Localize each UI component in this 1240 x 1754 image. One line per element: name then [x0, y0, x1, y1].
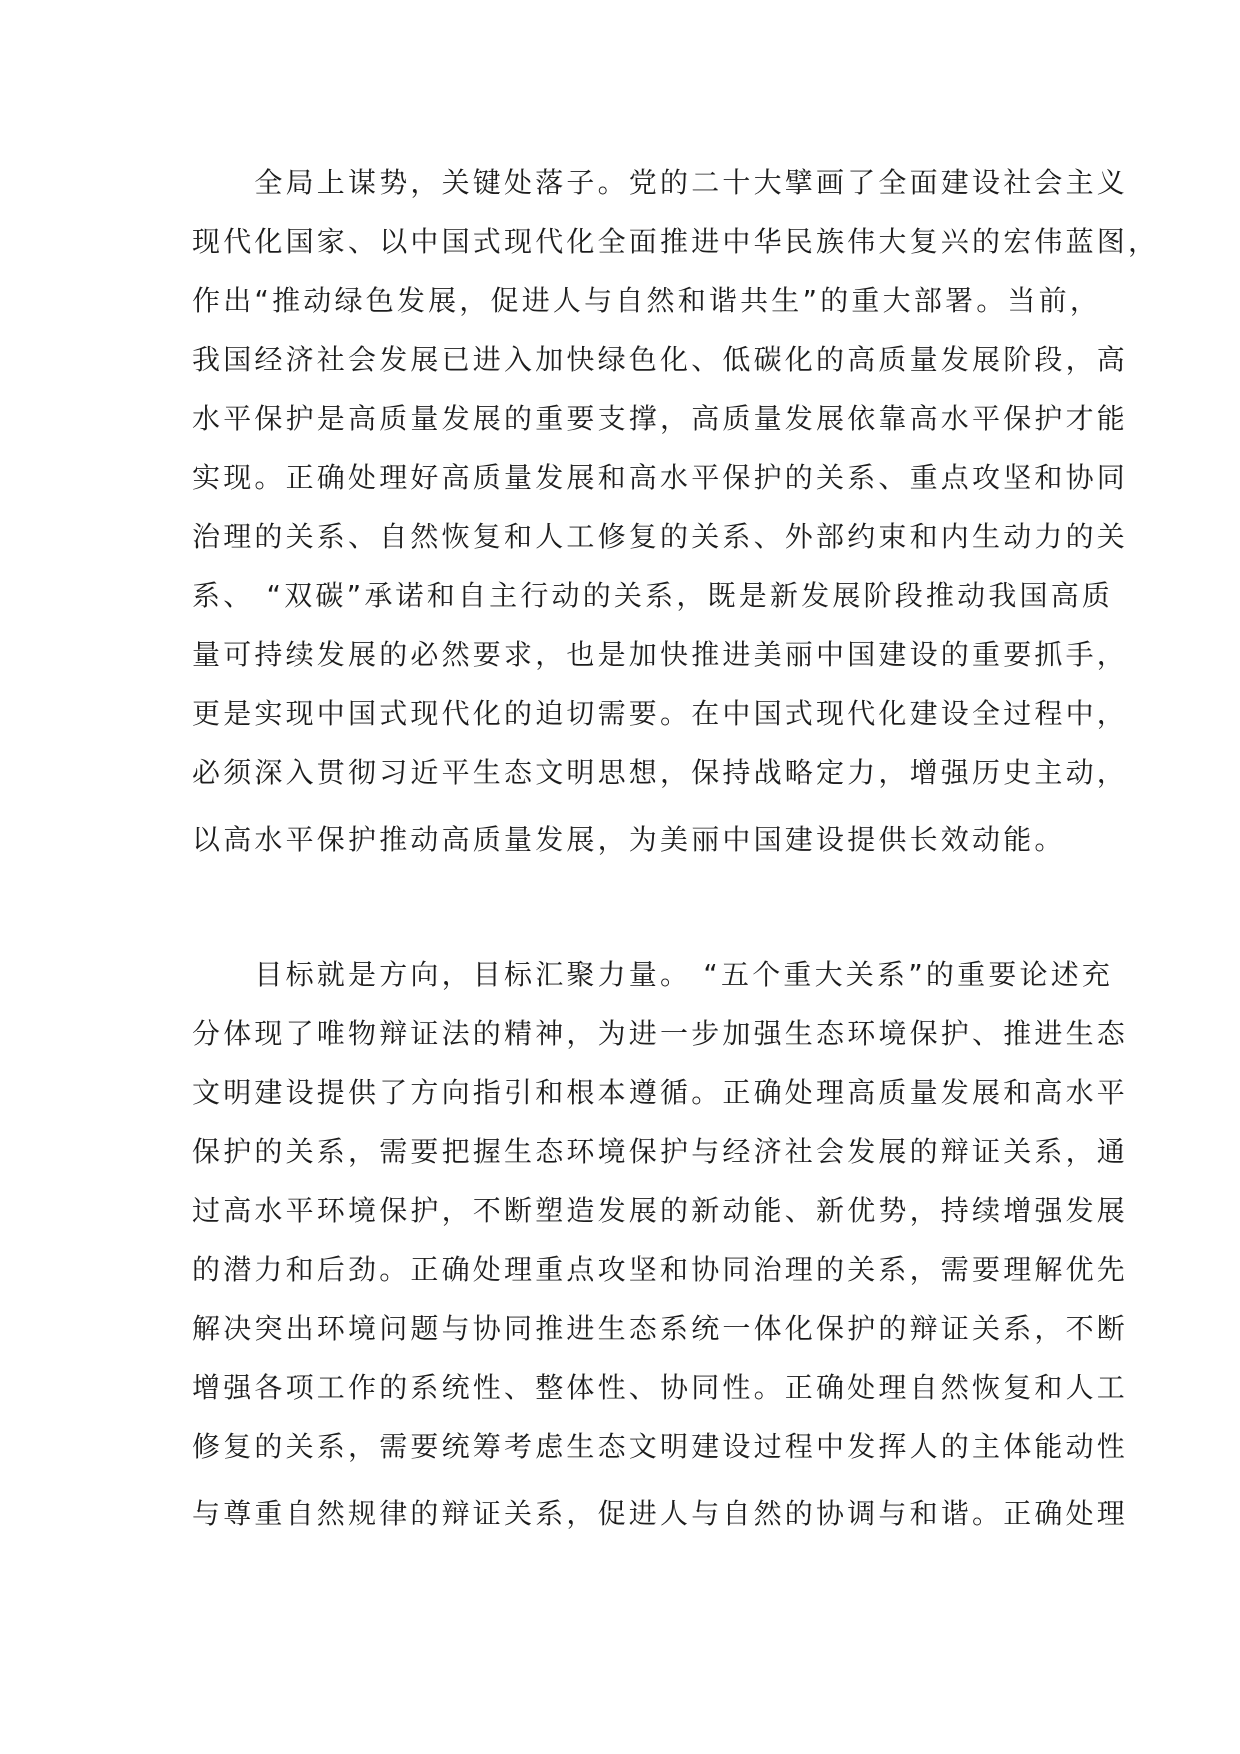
paragraph-line: 与尊重自然规律的辩证关系，促进人与自然的协调与和谐。正确处理 — [192, 1497, 1129, 1530]
paragraph-line: 保护的关系，需要把握生态环境保护与经济社会发展的辩证关系，通 — [192, 1135, 1129, 1168]
paragraph-line: 作出“推动绿色发展，促进人与自然和谐共生”的重大部署。当前， — [192, 284, 1102, 317]
paragraph-line: 目标就是方向，目标汇聚力量。 “五个重大关系”的重要论述充 — [192, 958, 1114, 991]
paragraph-1 — [192, 153, 1160, 869]
paragraph-line: 治理的关系、自然恢复和人工修复的关系、外部约束和内生动力的关 — [192, 520, 1129, 553]
paragraph-line: 系、 “双碳”承诺和自主行动的关系，既是新发展阶段推动我国高质 — [192, 579, 1114, 612]
paragraph-line: 文明建设提供了方向指引和根本遵循。正确处理高质量发展和高水平 — [192, 1076, 1129, 1109]
paragraph-line: 全局上谋势，关键处落子。党的二十大擘画了全面建设社会主义 — [192, 166, 1129, 199]
paragraph-line: 更是实现中国式现代化的迫切需要。在中国式现代化建设全过程中， — [192, 697, 1129, 730]
paragraph-line: 我国经济社会发展已进入加快绿色化、低碳化的高质量发展阶段，高 — [192, 343, 1129, 376]
paragraph-line: 量可持续发展的必然要求，也是加快推进美丽中国建设的重要抓手， — [192, 638, 1129, 671]
paragraph-line: 现代化国家、以中国式现代化全面推进中华民族伟大复兴的宏伟蓝图， — [192, 225, 1160, 258]
paragraph-line: 实现。正确处理好高质量发展和高水平保护的关系、重点攻坚和协同 — [192, 461, 1129, 494]
paragraph-line: 必须深入贯彻习近平生态文明思想，保持战略定力，增强历史主动， — [192, 756, 1129, 789]
paragraph-line: 增强各项工作的系统性、整体性、协同性。正确处理自然恢复和人工 — [192, 1371, 1129, 1404]
paragraph-line: 水平保护是高质量发展的重要支撑，高质量发展依靠高水平保护才能 — [192, 402, 1129, 435]
paragraph-line: 分体现了唯物辩证法的精神，为进一步加强生态环境保护、推进生态 — [192, 1017, 1129, 1050]
paragraph-2 — [192, 945, 1129, 1543]
paragraph-line: 解决突出环境问题与协同推进生态系统一体化保护的辩证关系，不断 — [192, 1312, 1129, 1345]
paragraph-line: 以高水平保护推动高质量发展，为美丽中国建设提供长效动能。 — [192, 823, 1066, 856]
paragraph-line: 的潜力和后劲。正确处理重点攻坚和协同治理的关系，需要理解优先 — [192, 1253, 1129, 1286]
paragraph-line: 过高水平环境保护，不断塑造发展的新动能、新优势，持续增强发展 — [192, 1194, 1129, 1227]
paragraph-line: 修复的关系，需要统筹考虑生态文明建设过程中发挥人的主体能动性 — [192, 1430, 1129, 1463]
